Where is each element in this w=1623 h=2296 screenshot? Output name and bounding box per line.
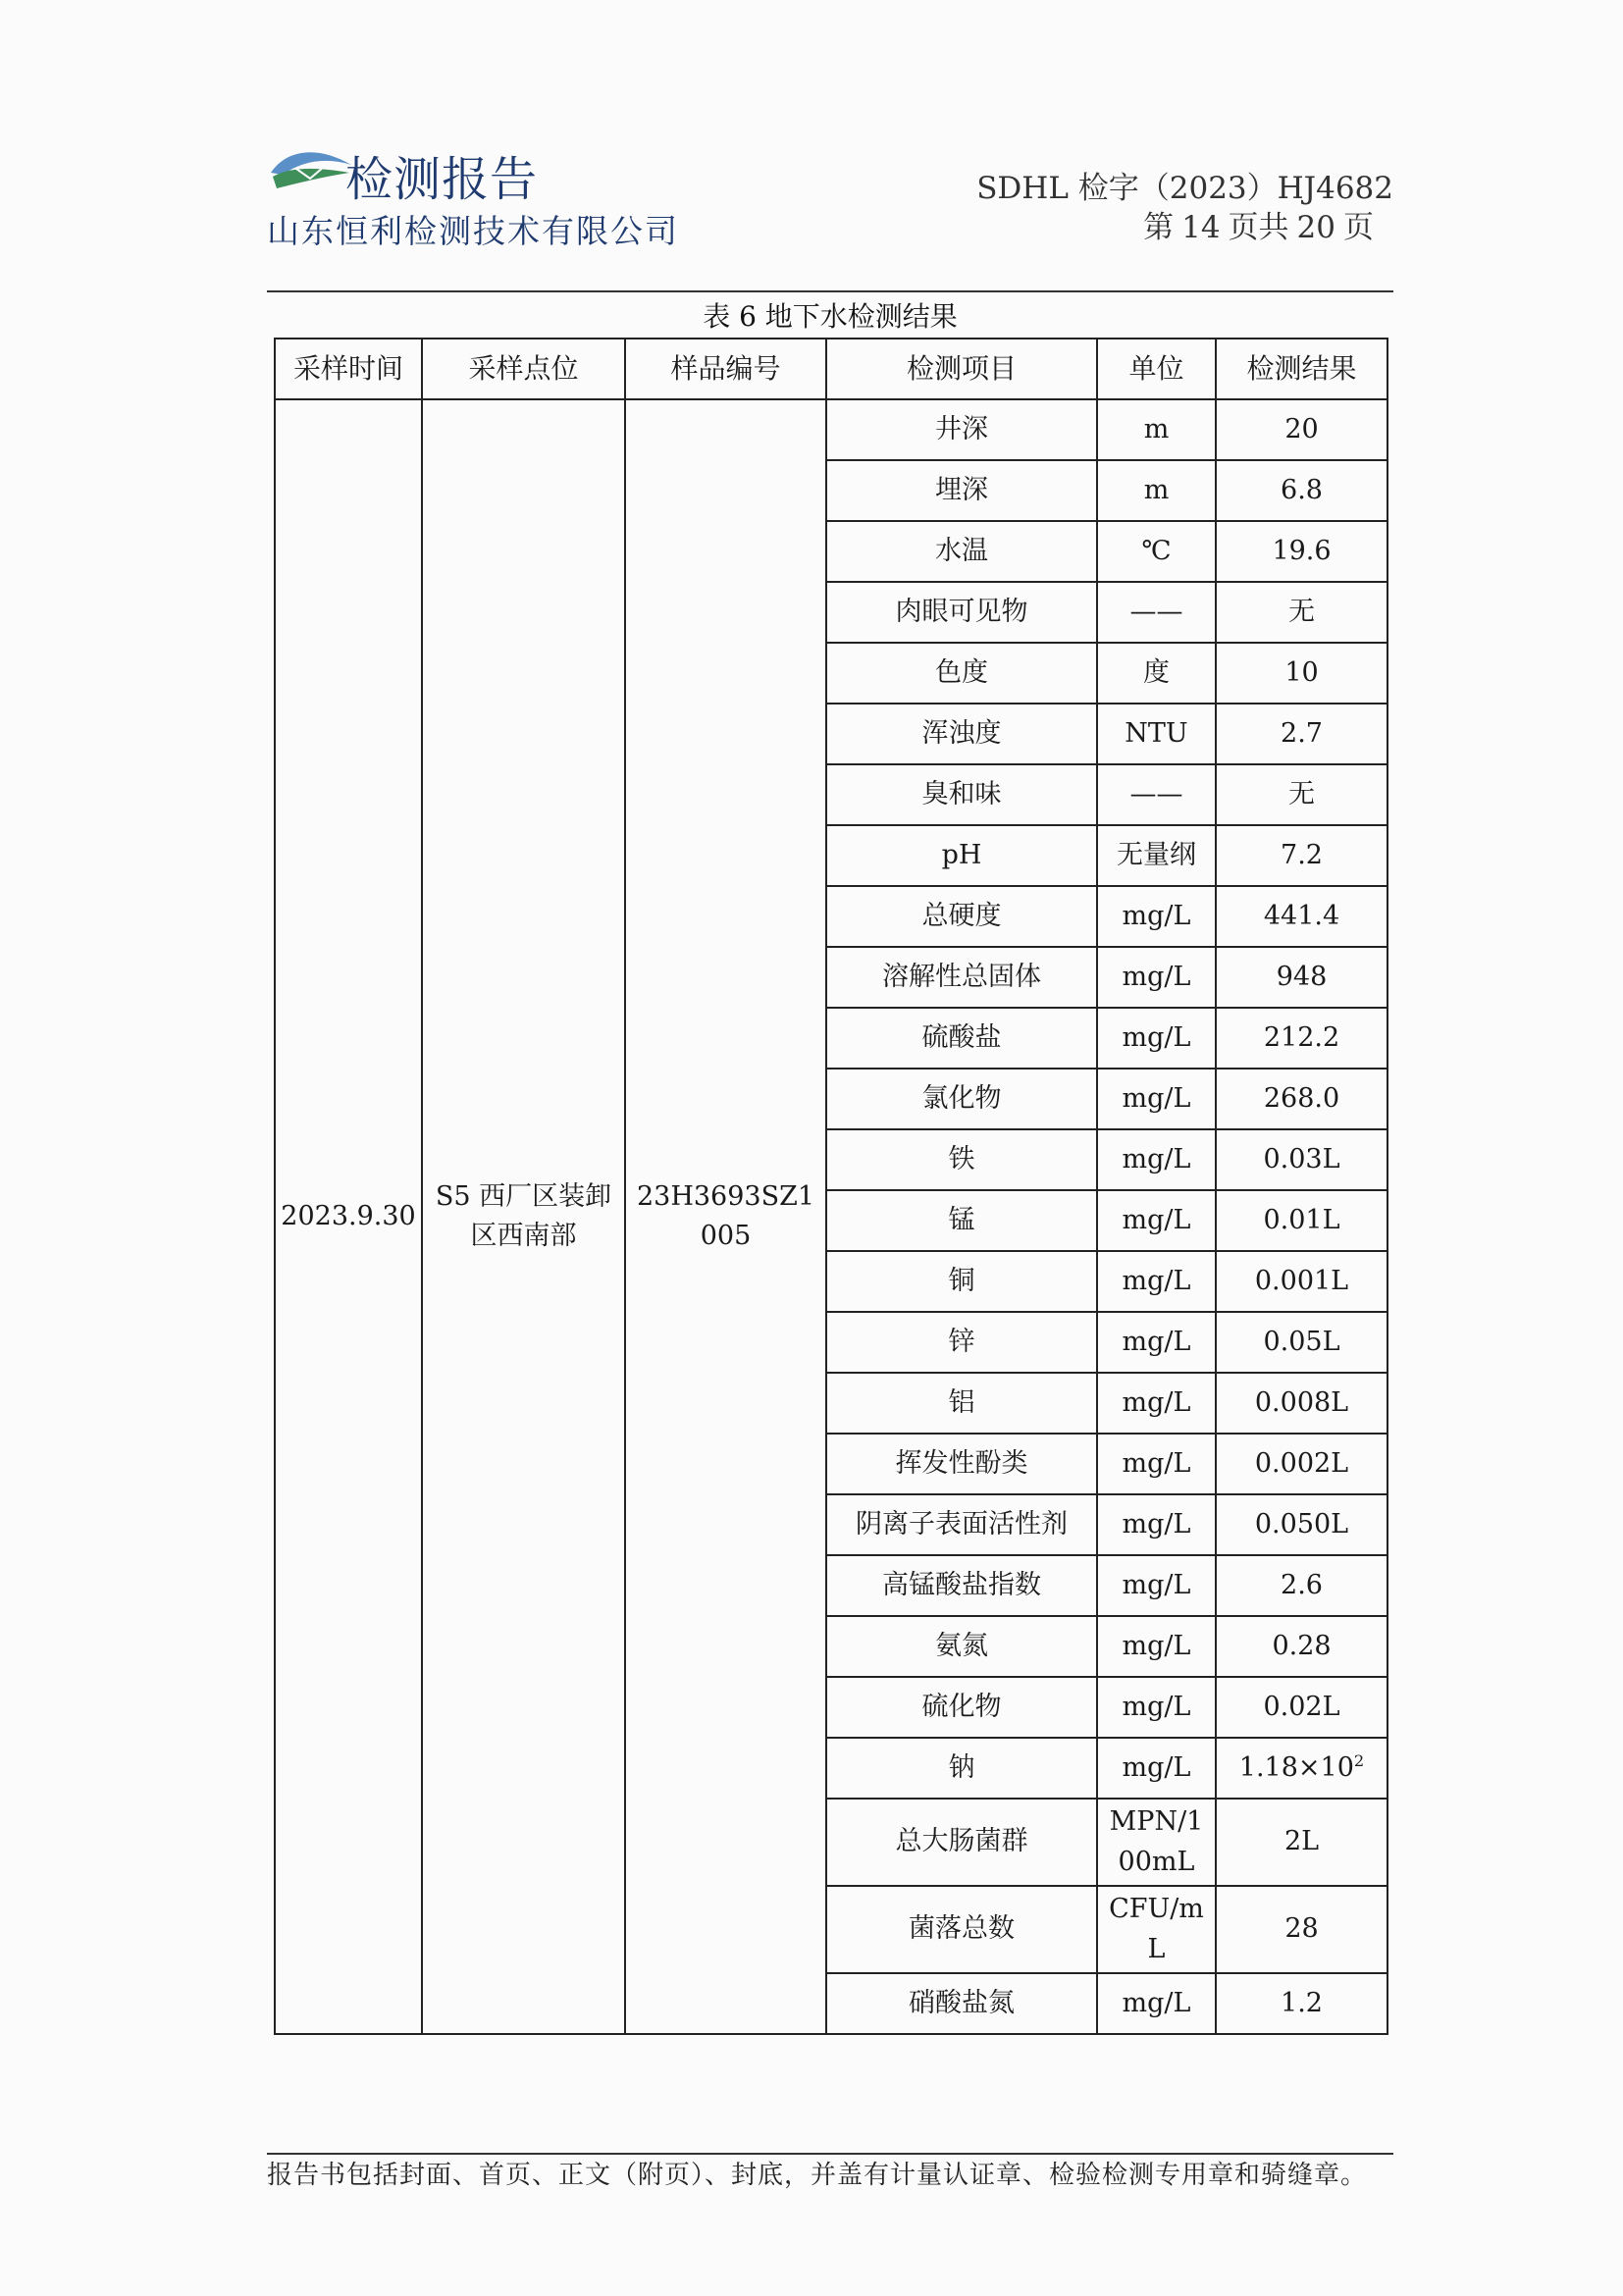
result-cell: 0.02L [1216,1677,1387,1738]
unit-cell: mg/L [1097,886,1216,947]
item-cell: 总硬度 [826,886,1097,947]
unit-cell: CFU/mL [1097,1886,1216,1973]
result-cell: 2.7 [1216,704,1387,764]
unit-cell: m [1097,460,1216,521]
unit-cell: mg/L [1097,1373,1216,1434]
result-cell: 19.6 [1216,521,1387,582]
result-cell: 7.2 [1216,825,1387,886]
item-cell: 菌落总数 [826,1886,1097,1973]
header-sample-id: 样品编号 [625,339,826,399]
unit-cell: NTU [1097,704,1216,764]
result-cell: 无 [1216,582,1387,643]
item-cell: 肉眼可见物 [826,582,1097,643]
result-cell: 无 [1216,764,1387,825]
item-cell: 浑浊度 [826,704,1097,764]
item-cell: 硫酸盐 [826,1008,1097,1069]
header-divider [267,290,1393,292]
unit-cell: MPN/100mL [1097,1799,1216,1886]
result-cell: 948 [1216,947,1387,1008]
item-cell: 色度 [826,643,1097,704]
unit-cell: mg/L [1097,1738,1216,1799]
unit-cell: mg/L [1097,1973,1216,2034]
item-cell: 水温 [826,521,1097,582]
item-cell: 钠 [826,1738,1097,1799]
item-cell: 锌 [826,1312,1097,1373]
company-logo-icon [267,143,355,194]
unit-cell: ℃ [1097,521,1216,582]
item-cell: 铝 [826,1373,1097,1434]
header-sampling-time: 采样时间 [275,339,422,399]
unit-cell: mg/L [1097,1677,1216,1738]
result-cell: 2L [1216,1799,1387,1886]
footer-note: 报告书包括封面、首页、正文（附页）、封底，并盖有计量认证章、检验检测专用章和骑缝章。 [267,2161,1368,2190]
unit-cell: 无量纲 [1097,825,1216,886]
page-total: 20 [1296,210,1335,245]
table-caption: 表 6 地下水检测结果 [703,300,958,333]
result-cell: 0.001L [1216,1251,1387,1312]
report-title: 检测报告 [345,152,539,207]
result-cell: 6.8 [1216,460,1387,521]
item-cell: 埋深 [826,460,1097,521]
unit-cell: mg/L [1097,1494,1216,1555]
report-number: SDHL 检字（2023）HJ4682 [976,171,1393,206]
page-suffix: 页 [1343,210,1374,245]
result-cell: 0.28 [1216,1616,1387,1677]
item-cell: 阴离子表面活性剂 [826,1494,1097,1555]
unit-cell: mg/L [1097,1312,1216,1373]
unit-cell: mg/L [1097,1555,1216,1616]
unit-cell: mg/L [1097,1129,1216,1190]
unit-cell: mg/L [1097,1616,1216,1677]
item-cell: 氯化物 [826,1069,1097,1129]
result-cell: 0.01L [1216,1190,1387,1251]
result-cell: 0.05L [1216,1312,1387,1373]
sampling-time-cell: 2023.9.30 [275,399,422,2034]
unit-cell: 度 [1097,643,1216,704]
result-cell: 441.4 [1216,886,1387,947]
item-cell: 硫化物 [826,1677,1097,1738]
item-cell: 井深 [826,399,1097,460]
unit-cell: mg/L [1097,1008,1216,1069]
sampling-point-cell: S5 西厂区装卸区西南部 [422,399,625,2034]
item-cell: 溶解性总固体 [826,947,1097,1008]
result-cell: 20 [1216,399,1387,460]
header-item: 检测项目 [826,339,1097,399]
unit-cell: mg/L [1097,1251,1216,1312]
unit-cell: mg/L [1097,947,1216,1008]
item-cell: 臭和味 [826,764,1097,825]
table-header-row [275,339,1387,399]
item-cell: 铁 [826,1129,1097,1190]
page-mid: 页共 [1228,210,1289,245]
result-cell: 10 [1216,643,1387,704]
item-cell: 挥发性酚类 [826,1434,1097,1494]
result-cell: 0.03L [1216,1129,1387,1190]
unit-cell: mg/L [1097,1190,1216,1251]
result-cell [1216,1738,1387,1799]
result-cell: 1.2 [1216,1973,1387,2034]
result-cell: 0.050L [1216,1494,1387,1555]
item-cell: 锰 [826,1190,1097,1251]
item-cell: 总大肠菌群 [826,1799,1097,1886]
result-cell: 0.008L [1216,1373,1387,1434]
result-exponent: 2 [1353,1750,1365,1770]
header-unit: 单位 [1097,339,1216,399]
table-row [275,399,1387,460]
result-base: 1.18×10 [1238,1751,1354,1783]
page-prefix: 第 [1143,210,1175,245]
unit-cell: —— [1097,764,1216,825]
result-cell: 2.6 [1216,1555,1387,1616]
groundwater-results-table [274,338,1388,2035]
result-cell: 212.2 [1216,1008,1387,1069]
result-cell: 28 [1216,1886,1387,1973]
result-cell: 0.002L [1216,1434,1387,1494]
unit-cell: mg/L [1097,1069,1216,1129]
item-cell: 硝酸盐氮 [826,1973,1097,2034]
item-cell: pH [826,825,1097,886]
page-current: 14 [1181,210,1221,245]
company-name: 山东恒利检测技术有限公司 [267,212,679,250]
unit-cell: —— [1097,582,1216,643]
item-cell: 铜 [826,1251,1097,1312]
sample-id-cell: 23H3693SZ1005 [625,399,826,2034]
header-result: 检测结果 [1216,339,1387,399]
unit-cell: m [1097,399,1216,460]
result-cell: 268.0 [1216,1069,1387,1129]
item-cell: 高锰酸盐指数 [826,1555,1097,1616]
item-cell: 氨氮 [826,1616,1097,1677]
unit-cell: mg/L [1097,1434,1216,1494]
header-sampling-point: 采样点位 [422,339,625,399]
page-indicator [1139,202,1378,246]
